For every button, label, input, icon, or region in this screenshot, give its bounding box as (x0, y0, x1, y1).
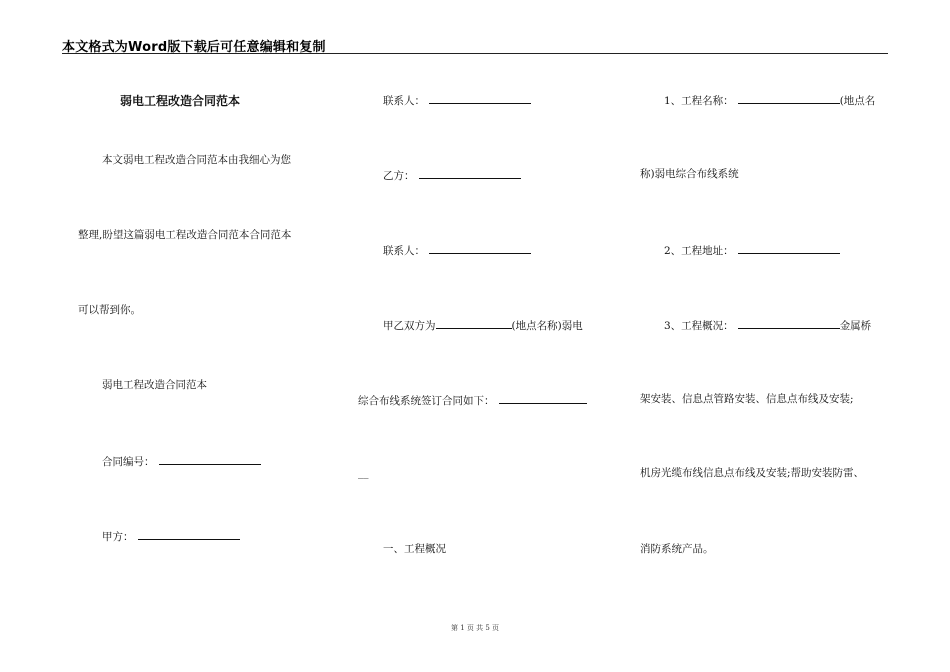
party-b-blank (419, 167, 521, 179)
project-name-line-2: 称)弱电综合布线系统 (640, 168, 739, 180)
intro-line-3: 可以帮到你。 (78, 304, 141, 316)
contact-1-row (383, 92, 531, 108)
project-name-blank (738, 92, 840, 104)
agreement-line-3: __ (358, 467, 369, 479)
project-name-suffix: (地点名 (839, 95, 876, 107)
contact-1-blank (429, 92, 531, 104)
subtitle: 弱电工程改造合同范本 (102, 379, 207, 391)
intro-line-1: 本文弱电工程改造合同范本由我细心为您 (102, 154, 291, 166)
project-overview-label: 3、工程概况： (664, 320, 734, 332)
project-overview-line-2: 架安装、信息点管路安装、信息点布线及安装; (640, 393, 854, 405)
header-text: 本文格式为Word版下载后可任意编辑和复制 (62, 40, 326, 55)
project-overview-line-3: 机房光缆布线信息点布线及安装;帮助安装防雷、 (640, 467, 865, 479)
contact-1-label: 联系人： (383, 95, 425, 107)
section-1-heading: 一、工程概况 (383, 543, 446, 555)
agreement-line-1-b: (地点名称)弱电 (511, 320, 583, 332)
party-b-label: 乙方： (383, 170, 415, 182)
project-name-label: 1、工程名称： (664, 95, 734, 107)
document-title: 弱电工程改造合同范本 (120, 94, 241, 108)
agreement-line-1 (383, 317, 583, 333)
location-name-blank (436, 317, 512, 329)
contact-2-row (383, 242, 531, 258)
contact-2-blank (429, 242, 531, 254)
project-name-row (664, 92, 875, 108)
project-address-blank (738, 242, 840, 254)
contact-2-label: 联系人： (383, 245, 425, 257)
project-address-row (664, 242, 840, 258)
project-overview-suffix: 金属桥 (839, 320, 872, 332)
project-overview-line-4: 消防系统产品。 (640, 543, 714, 555)
page-footer (0, 623, 950, 633)
project-overview-blank (738, 317, 840, 329)
party-b-row (383, 167, 521, 183)
contract-number-label: 合同编号： (102, 456, 155, 468)
contract-number-row (102, 453, 261, 469)
agreement-blank (499, 392, 587, 404)
party-a-row (102, 528, 240, 544)
party-a-blank (138, 528, 240, 540)
project-address-label: 2、工程地址： (664, 245, 734, 257)
agreement-line-2 (358, 392, 587, 408)
party-a-label: 甲方： (102, 531, 134, 543)
page-header (62, 36, 888, 54)
agreement-line-2-text: 综合布线系统签订合同如下： (358, 395, 495, 407)
page-number: 第 1 页 共 5 页 (450, 624, 500, 632)
contract-number-blank (159, 453, 261, 465)
intro-line-2: 整理,盼望这篇弱电工程改造合同范本合同范本 (78, 229, 292, 241)
agreement-line-1-a: 甲乙双方为 (383, 320, 436, 332)
project-overview-row (664, 317, 871, 333)
